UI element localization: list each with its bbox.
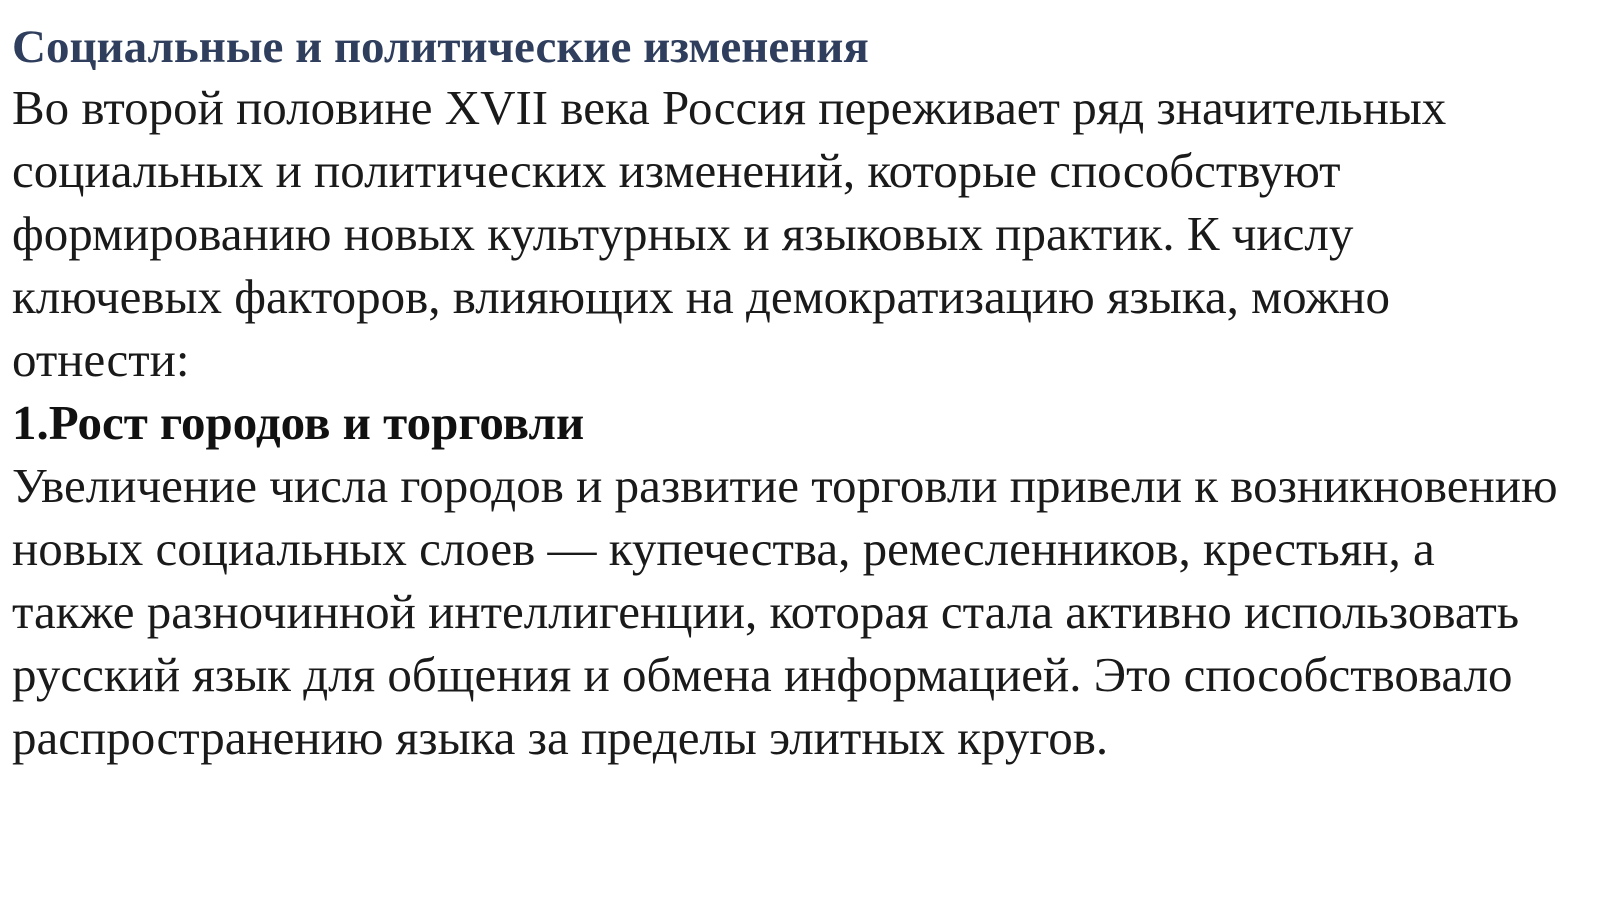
slide-title: Социальные и политические изменения <box>12 21 869 73</box>
section-heading: 1.Рост городов и торговли <box>12 395 585 450</box>
section-paragraph: Увеличение числа городов и развитие торговли привели к возникновению новых социальных слоев — купечества, ремесленников, крестьян, а также разночинной интеллигенции, которая стала активно использовать русский язык для общения и обмена информацией. Это способствовало распространению языка за пределы элитных кругов. <box>12 458 1558 765</box>
intro-paragraph: Во второй половине XVII века Россия переживает ряд значительных социальных и политических изменений, которые способствуют формированию новых культурных и языковых практик. К числу ключевых факторов, влияющих на демократизацию языка, можно отнести: <box>12 80 1447 387</box>
